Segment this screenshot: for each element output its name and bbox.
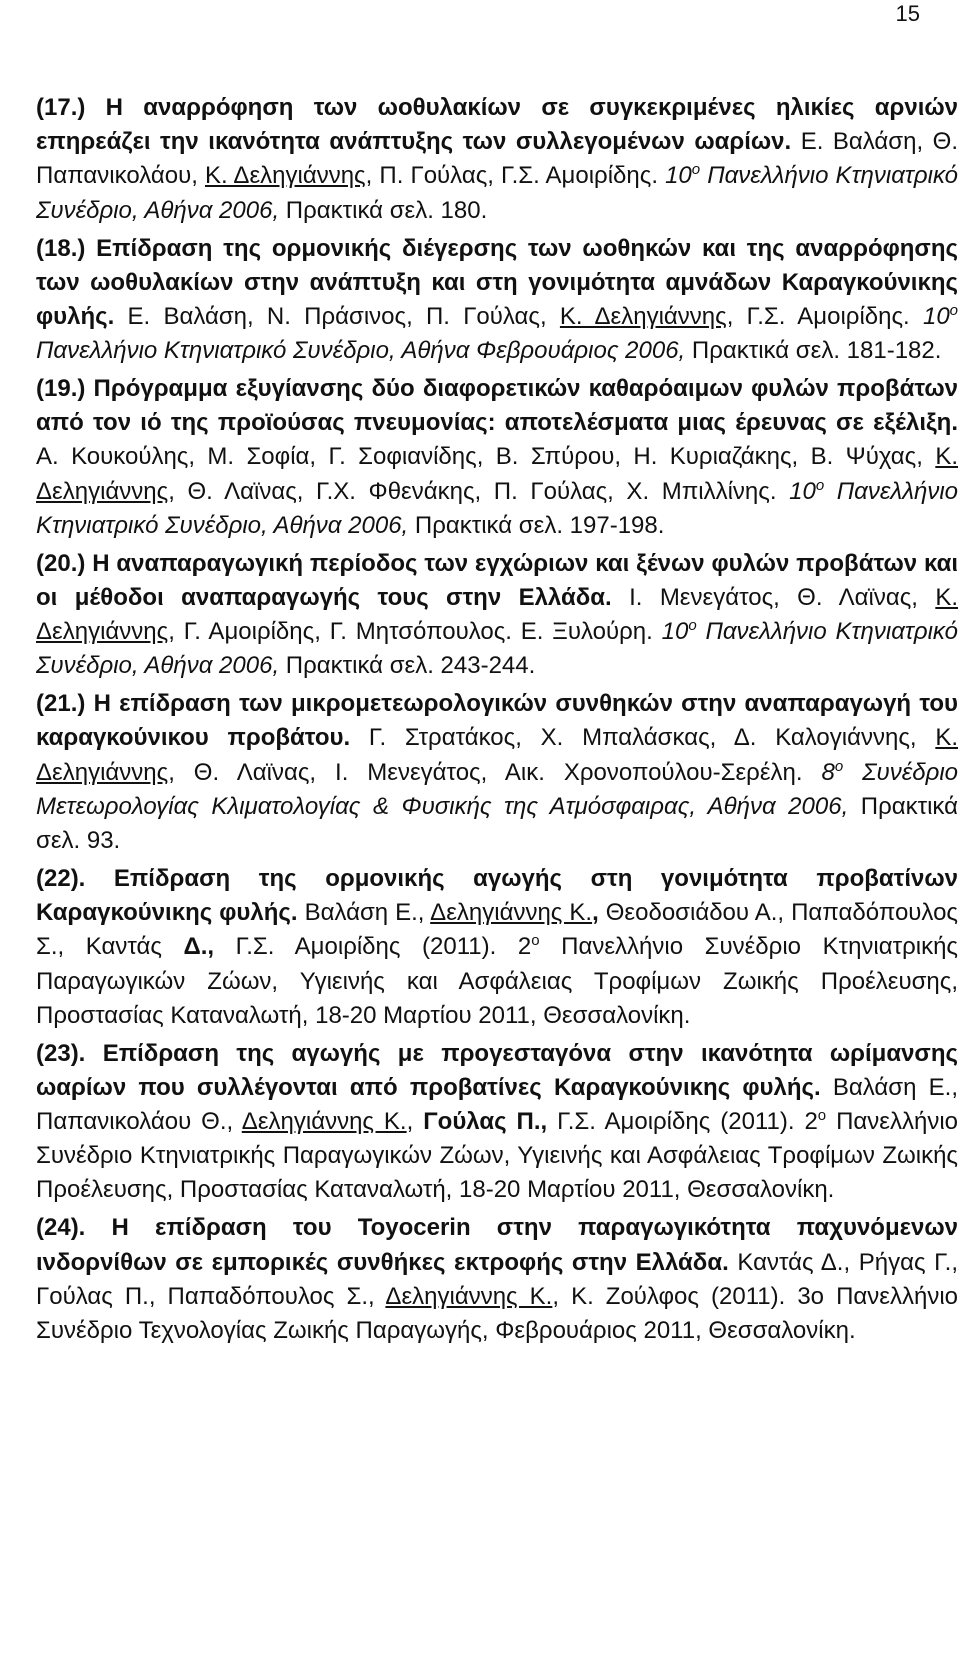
reference-authors: , Π. Γούλας, Γ.Σ. Αμοιρίδης.: [365, 162, 666, 190]
reference-item: [36, 1211, 958, 1348]
reference-title: Η επίδραση των μικρομετεωρολογικών συνθηκών στην αναπαραγωγή του καραγκούνικου προβάτου.: [36, 690, 958, 752]
reference-authors: , Θ. Λαϊνας, Γ.Χ. Φθενάκης, Π. Γούλας, Χ. Μπιλλίνης.: [168, 477, 790, 505]
conference-number: 10: [665, 162, 692, 190]
reference-number: (23).: [36, 1039, 86, 1067]
conference-number: 8: [821, 758, 835, 786]
reference-item: [36, 372, 958, 543]
reference-authors: Γ. Στρατάκος, Χ. Μπαλάσκας, Δ. Καλογιάννης,: [350, 724, 936, 752]
reference-pages: Πρακτικά σελ. 197-198.: [408, 511, 665, 539]
reference-number: (18.): [36, 234, 86, 262]
conference-number: 10: [922, 302, 950, 330]
bold-author: Δ.,: [183, 933, 215, 961]
reference-item: [36, 547, 958, 684]
reference-title: Επίδραση της ορμονικής αγωγής στη γονιμότητα προβατίνων Καραγκούνικης φυλής.: [36, 864, 958, 927]
reference-authors: Ε. Βαλάση, Ν. Πράσινος, Π. Γούλας,: [114, 302, 560, 330]
highlighted-author: Κ. Δεληγιάννης: [36, 724, 958, 786]
reference-title: Πρόγραμμα εξυγίανσης δύο διαφορετικών καθαρόαιμων φυλών προβάτων από τον ιό της προϊούσας πνευμονίας: αποτελέσματα μιας έρευνας σε εξέλιξη.: [36, 375, 958, 437]
conference-name: Πανελλήνιο Κτηνιατρικό Συνέδριο, Αθήνα 2006,: [36, 477, 959, 539]
ordinal-superscript: ο: [834, 757, 844, 775]
reference-authors: , Θ. Λαϊνας, Ι. Μενεγάτος, Αικ. Χρονοπούλου-Σερέλη.: [168, 758, 822, 786]
highlighted-author: Κ. Δεληγιάννης: [559, 302, 727, 330]
reference-authors: Θεοδοσιάδου Α., Παπαδόπουλος Σ., Καντάς: [36, 899, 958, 961]
reference-pages: Πρακτικά σελ. 181-182.: [685, 337, 942, 365]
reference-pages: Πρακτικά σελ. 180.: [279, 196, 488, 224]
reference-authors: Α. Κουκούλης, Μ. Σοφία, Γ. Σοφιανίδης, Β. Σπύρου, Η. Κυριαζάκης, Β. Ψύχας,: [36, 443, 936, 471]
reference-pages: Πρακτικά σελ. 243-244.: [279, 652, 536, 680]
reference-number: (17.): [36, 94, 86, 121]
reference-number: (24).: [36, 1214, 86, 1242]
reference-list: [36, 91, 958, 1352]
reference-number: (21.): [36, 690, 86, 718]
conference-name: Πανελλήνιο Κτηνιατρικό Συνέδριο, Αθήνα Φεβρουάριος 2006,: [36, 337, 686, 365]
reference-item: [36, 232, 958, 369]
reference-item: [36, 862, 958, 1033]
highlighted-author: Δεληγιάννης Κ.: [385, 1282, 553, 1310]
conference-name: Πανελλήνιο Συνέδριο Κτηνιατρικής Παραγωγικών Ζώων, Υγιεινής και Ασφάλειας Τροφίμων Ζωικής Προέλευσης, Προστασίας Καταναλωτή, 18-20 Μαρτίου 2011, Θεσσαλονίκη.: [36, 933, 958, 1029]
reference-authors: Γ.Σ. Αμοιρίδης (2011). 2: [547, 1108, 818, 1136]
reference-title: Η αναρρόφηση των ωοθυλακίων σε συγκεκριμένες ηλικίες αρνιών επηρεάζει την ικανότητα ανάπτυξης των συλλεγομένων ωαρίων.: [36, 94, 958, 156]
reference-punctuation: ,: [592, 899, 599, 927]
conference-name: Συνέδριο Μετεωρολογίας Κλιματολογίας & Φυσικής της Ατμόσφαιρας, Αθήνα 2006,: [36, 758, 959, 820]
reference-authors: , Κ. Ζούλφος (2011). 3ο Πανελλήνιο Συνέδριο Τεχνολογίας Ζωικής Παραγωγής, Φεβρουάριος 2011, Θεσσαλονίκη.: [36, 1282, 959, 1344]
reference-number: (19.): [36, 375, 86, 402]
reference-authors: Γ.Σ. Αμοιρίδης (2011). 2: [214, 933, 532, 961]
reference-authors: ,: [406, 1108, 424, 1136]
reference-authors: Ι. Μενεγάτος, Θ. Λαϊνας,: [611, 583, 936, 611]
conference-name: Πανελλήνιο Κτηνιατρικό Συνέδριο, Αθήνα 2006,: [36, 162, 958, 224]
ordinal-superscript: ο: [815, 476, 825, 494]
reference-title: Η επίδραση του Toyocerin στην παραγωγικότητα παχυνόμενων ινδορνίθων σε εμπορικές συνθήκες εκτροφής στην Ελλάδα.: [36, 1214, 958, 1276]
reference-item: [36, 687, 958, 858]
highlighted-author: Δεληγιάννης Κ.: [430, 899, 593, 927]
bold-author: Γούλας Π.,: [423, 1108, 548, 1136]
reference-title: Επίδραση της αγωγής με προγεσταγόνα στην ικανότητα ωρίμανσης ωαρίων που συλλέγονται από προβατίνες Καραγκούνικης φυλής.: [36, 1039, 958, 1101]
reference-title: Επίδραση της ορμονικής διέγερσης των ωοθηκών και της αναρρόφησης των ωοθυλακίων στην ανάπτυξη και στη γονιμότητα αμνάδων Καραγκούνικης φυλής.: [36, 234, 958, 330]
reference-authors: Καντάς Δ., Ρήγας Γ., Γούλας Π., Παπαδόπουλος Σ.,: [36, 1248, 958, 1310]
reference-number: (20.): [36, 549, 86, 577]
ordinal-superscript: ο: [531, 932, 540, 950]
highlighted-author: Δεληγιάννης Κ.: [241, 1108, 407, 1136]
reference-item: [36, 1037, 958, 1208]
reference-authors: , Γ. Αμοιρίδης, Γ. Μητσόπουλος. Ε. Ξυλούρη.: [168, 618, 662, 646]
highlighted-author: Κ. Δεληγιάννης: [36, 443, 958, 505]
conference-number: 10: [789, 477, 816, 505]
ordinal-superscript: ο: [691, 161, 701, 179]
reference-title: Η αναπαραγωγική περίοδος των εγχώριων και ξένων φυλών προβάτων και οι μέθοδοι αναπαραγωγής τους στην Ελλάδα.: [36, 549, 958, 611]
reference-pages: Πρακτικά σελ. 93.: [36, 792, 959, 855]
reference-authors: Βαλάση Ε., Παπανικολάου Θ.,: [36, 1073, 958, 1136]
highlighted-author: Κ. Δεληγιάννης: [204, 162, 366, 190]
conference-name: Πανελλήνιο Συνέδριο Κτηνιατρικής Παραγωγικών Ζώων, Υγιεινής και Ασφάλειας Τροφίμων Ζωικής Προέλευσης, Προστασίας Καταναλωτή, 18-20 Μαρτίου 2011, Θεσσαλονίκη.: [36, 1108, 959, 1204]
reference-item: [36, 91, 958, 228]
conference-name: Πανελλήνιο Κτηνιατρικό Συνέδριο, Αθήνα 2006,: [36, 618, 958, 680]
ordinal-superscript: ο: [949, 301, 959, 319]
page-number: 15: [895, 1, 920, 26]
reference-authors: Ε. Βαλάση, Θ. Παπανικολάου,: [36, 128, 958, 190]
reference-authors: , Γ.Σ. Αμοιρίδης.: [726, 302, 923, 330]
reference-authors: Βαλάση Ε.,: [297, 899, 431, 927]
highlighted-author: Κ. Δεληγιάννης: [36, 583, 958, 646]
conference-number: 10: [661, 618, 689, 646]
reference-number: (22).: [36, 864, 86, 892]
ordinal-superscript: ο: [817, 1107, 827, 1125]
ordinal-superscript: ο: [688, 617, 697, 635]
